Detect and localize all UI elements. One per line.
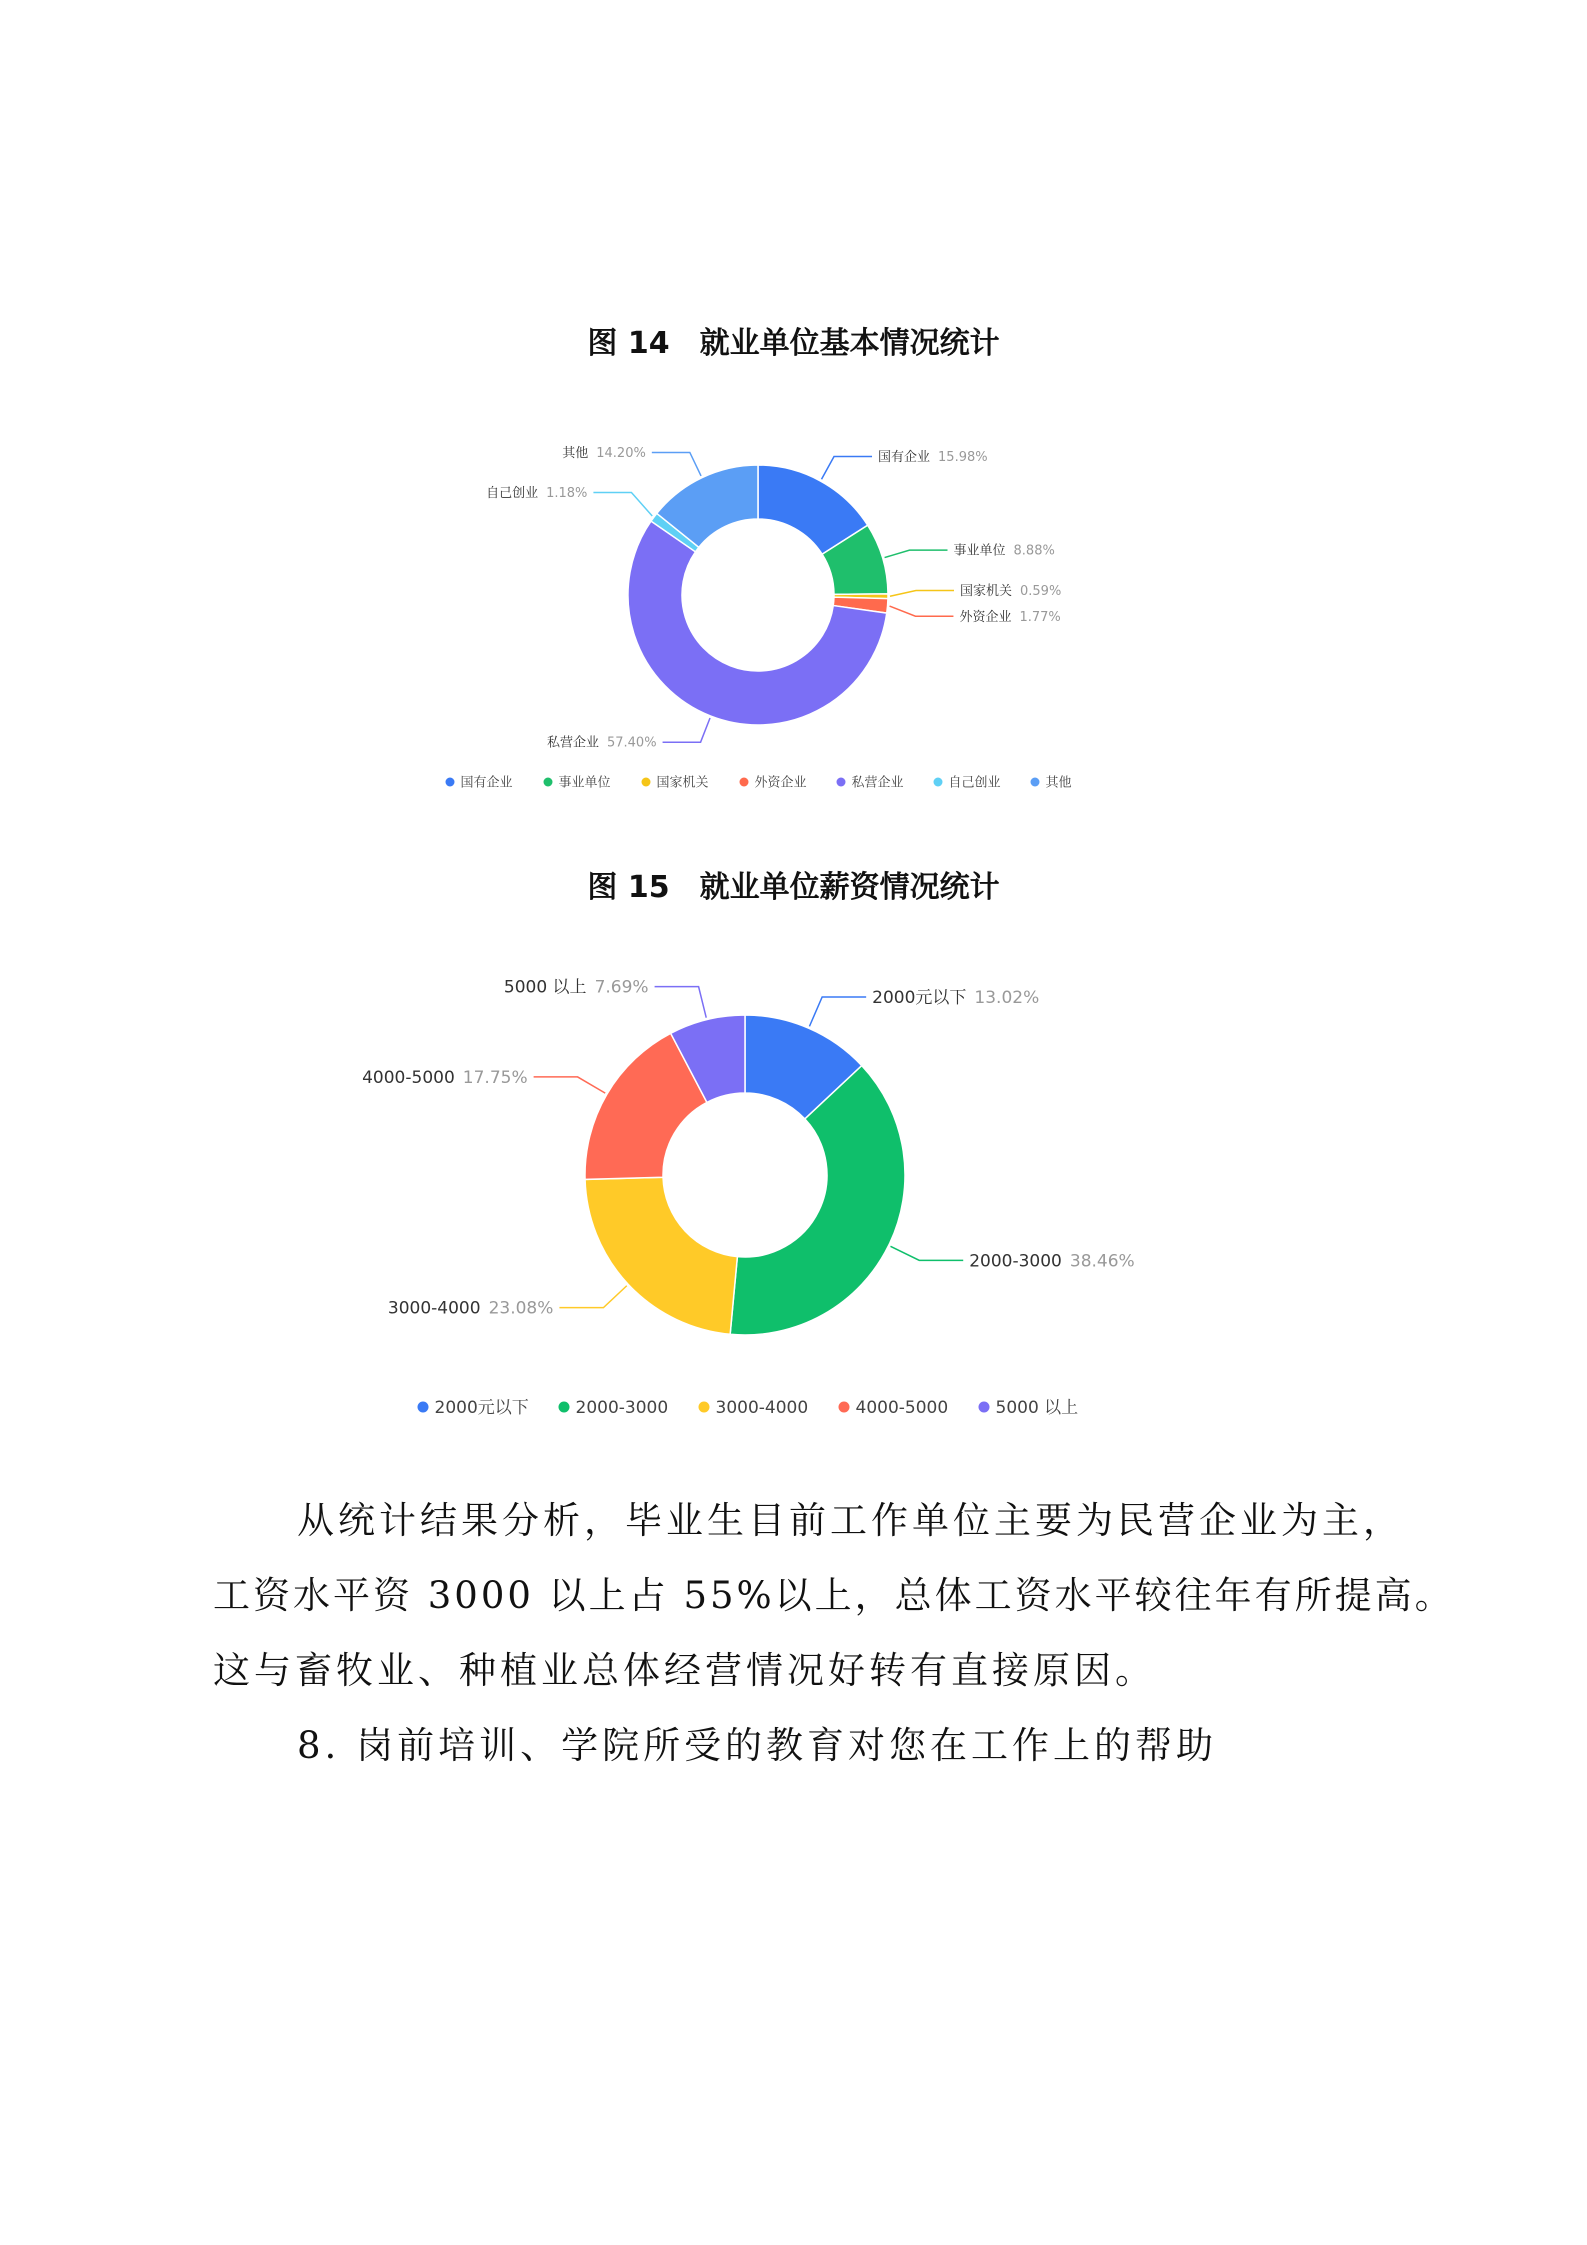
legend-marker <box>418 1402 429 1413</box>
legend-label: 2000元以下 <box>434 1398 529 1419</box>
figure-14-title: 图 14 就业单位基本情况统计 <box>587 326 1000 361</box>
slice-label <box>960 583 1061 599</box>
slice-category: 3000-4000 <box>387 1298 481 1319</box>
slice-value: 17.75% <box>462 1067 528 1088</box>
label-leader-line <box>890 591 954 597</box>
label-leader-line <box>822 456 873 479</box>
slice-value: 23.08% <box>488 1298 554 1319</box>
legend-label: 自己创业 <box>948 775 1001 791</box>
legend-label: 国家机关 <box>656 775 709 791</box>
slice-value: 7.69% <box>594 977 649 998</box>
body-paragraph-3: 这与畜牧业、种植业总体经营情况好转有直接原因。 <box>213 1649 1156 1692</box>
slice-label <box>878 449 988 465</box>
section-heading-8: 8. 岗前培训、学院所受的教育对您在工作上的帮助 <box>297 1724 1218 1767</box>
slice-category: 自己创业 <box>486 486 539 502</box>
legend-marker <box>544 778 553 787</box>
legend-marker <box>979 1402 990 1413</box>
slice-label <box>959 609 1060 625</box>
label-leader-line <box>652 452 701 475</box>
slice-category: 国家机关 <box>959 584 1013 600</box>
legend-marker <box>837 778 846 787</box>
donut-slice <box>730 1066 905 1335</box>
label-leader-line <box>890 606 954 616</box>
slice-label <box>388 1299 554 1319</box>
legend-marker <box>642 778 651 787</box>
slice-label <box>872 988 1039 1008</box>
legend-label: 5000 以上 <box>995 1398 1079 1419</box>
slice-category: 4000-5000 <box>362 1067 455 1088</box>
slice-label <box>504 978 649 998</box>
label-leader-line <box>663 718 710 742</box>
label-leader-line <box>885 550 948 557</box>
slice-category: 5000 以上 <box>503 977 587 998</box>
slice-value: 0.59% <box>1020 584 1062 600</box>
body-paragraph-1: 从统计结果分析，毕业生目前工作单位主要为民营企业为主， <box>297 1499 1404 1542</box>
legend-marker <box>934 778 943 787</box>
label-leader-line <box>593 492 652 516</box>
slice-label <box>954 543 1055 559</box>
slice-value: 38.46% <box>1069 1251 1135 1272</box>
slice-category: 外资企业 <box>959 609 1012 625</box>
legend-marker <box>1031 778 1040 787</box>
label-leader-line <box>534 1077 606 1093</box>
slice-value: 15.98% <box>938 450 988 466</box>
slice-category: 2000-3000 <box>969 1251 1062 1272</box>
legend-label: 其他 <box>1045 775 1072 791</box>
legend-label: 2000-3000 <box>575 1398 669 1419</box>
label-leader-line <box>559 1286 626 1308</box>
body-paragraph-2: 工资水平资 3000 以上占 55%以上，总体工资水平较往年有所提高。 <box>213 1574 1455 1617</box>
legend-marker <box>740 778 749 787</box>
slice-category: 国有企业 <box>878 450 931 466</box>
legend-label: 事业单位 <box>558 775 611 791</box>
legend-marker <box>699 1402 710 1413</box>
legend-label: 外资企业 <box>754 775 807 791</box>
chart-employer-types <box>0 420 1587 820</box>
legend-marker <box>839 1402 850 1413</box>
label-leader-line <box>809 997 866 1026</box>
slice-label <box>562 445 646 461</box>
slice-label <box>969 1251 1134 1271</box>
slice-category: 私营企业 <box>546 735 599 751</box>
legend-marker <box>446 778 455 787</box>
slice-value: 1.18% <box>546 486 588 502</box>
label-leader-line <box>655 987 707 1018</box>
slice-value: 57.40% <box>606 735 657 751</box>
legend-marker <box>559 1402 570 1413</box>
slice-value: 1.77% <box>1019 609 1061 625</box>
figure-15-title: 图 15 就业单位薪资情况统计 <box>587 870 1000 905</box>
chart-salary-ranges <box>0 955 1587 1425</box>
legend-label: 国有企业 <box>460 775 513 791</box>
slice-category: 事业单位 <box>953 543 1006 559</box>
slice-label <box>362 1068 528 1088</box>
slice-label <box>547 735 657 751</box>
slice-value: 13.02% <box>974 987 1040 1008</box>
legend-label: 4000-5000 <box>855 1398 949 1419</box>
slice-value: 14.20% <box>596 446 646 462</box>
slice-label <box>486 485 587 501</box>
label-leader-line <box>890 1246 963 1260</box>
slice-category: 其他 <box>562 446 589 462</box>
slice-value: 8.88% <box>1013 543 1055 559</box>
donut-slice <box>585 1177 737 1334</box>
slice-category: 2000元以下 <box>872 987 967 1008</box>
legend-label: 3000-4000 <box>715 1398 809 1419</box>
legend-label: 私营企业 <box>851 775 904 791</box>
